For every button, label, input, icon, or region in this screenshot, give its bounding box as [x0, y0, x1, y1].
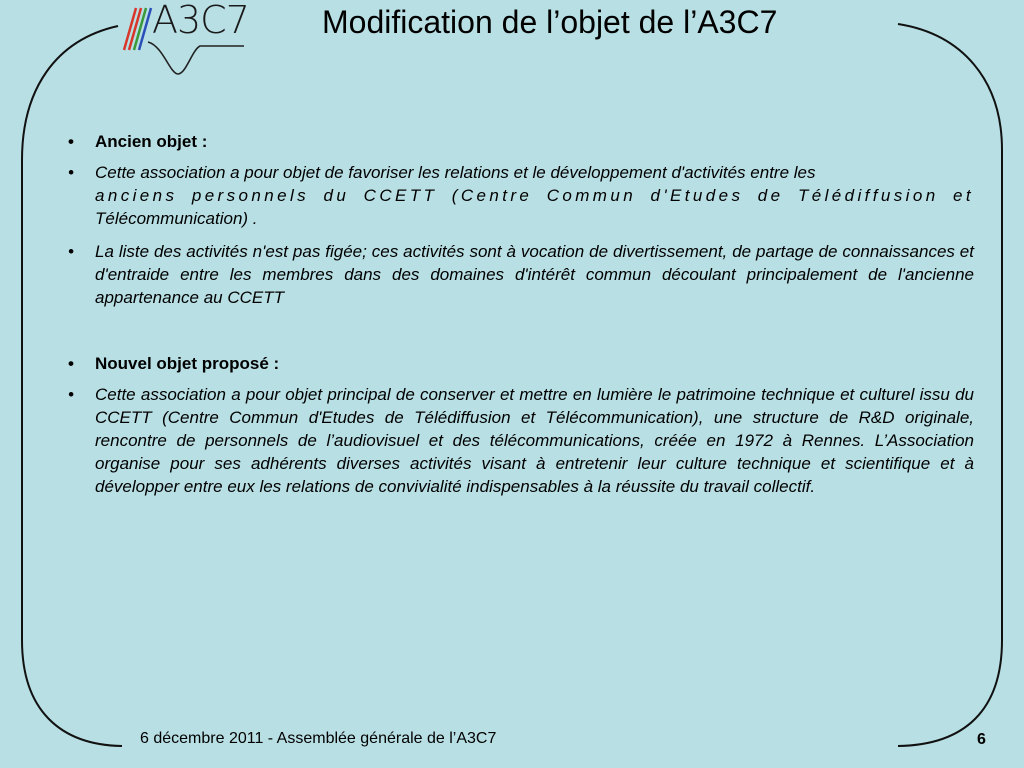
bullet: • — [68, 242, 74, 261]
old-object-line-3: Télécommunication) . — [95, 209, 258, 228]
spacer — [68, 319, 974, 352]
bullet: • — [68, 163, 74, 182]
old-object-line-2: anciens personnels du CCETT (Centre Commun d'Etudes de Télédiffusion et — [95, 186, 974, 205]
new-object-text: Cette association a pour objet principal de conserver et mettre en lumière le patrimoine technique et culturel issu du CCETT (Centre Commun d'Etudes de Télédiffusion et Télécommunication), une structure de R&D originale, rencontre de personnels de l’audiovisuel et des télécommunications, créée en 1972 à Rennes. L’Association organise pour ses adhérents diverses activités visant à entretenir leur culture technique et scientifique et à développer entre eux les relations de convivialité indispensables à la réussite du travail collectif. — [95, 385, 974, 496]
section-heading-old: Ancien objet : — [95, 132, 208, 151]
old-object-activities: La liste des activités n'est pas figée; ces activités sont à vocation de divertissement, de partage de connaissances et d'entraide entre les membres dans des domaines d'intérêt commun découlant principalement de l'ancienne appartenance au CCETT — [95, 242, 974, 307]
bullet: • — [68, 132, 74, 151]
bullet: • — [68, 354, 74, 373]
list-item — [68, 240, 974, 309]
footer-text: 6 décembre 2011 - Assemblée générale de l’A3C7 — [140, 730, 497, 747]
slide-content — [68, 130, 974, 508]
list-item — [68, 161, 974, 230]
logo-text: A3C7 — [152, 0, 249, 42]
list-item — [68, 130, 974, 153]
list-item — [68, 383, 974, 498]
slide-title: Modification de l’objet de l’A3C7 — [322, 4, 778, 40]
page-number: 6 — [977, 731, 986, 748]
section-heading-new: Nouvel objet proposé : — [95, 354, 280, 373]
old-object-line-1: Cette association a pour objet de favoriser les relations et le développement d'activités entre les — [95, 163, 816, 182]
bullet: • — [68, 385, 74, 404]
list-item — [68, 352, 974, 375]
